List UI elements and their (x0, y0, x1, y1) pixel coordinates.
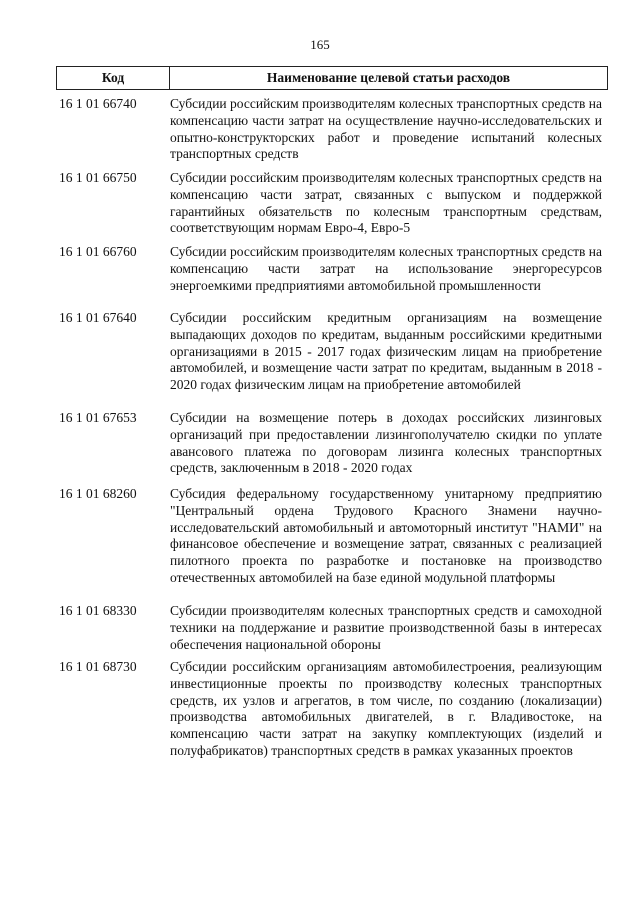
table-row (56, 310, 608, 410)
row-code: 16 1 01 68260 (59, 486, 137, 501)
table-row (56, 96, 608, 170)
table-header (56, 66, 608, 90)
row-code: 16 1 01 66750 (59, 170, 137, 185)
page-number: 165 (310, 37, 330, 52)
table-row (56, 486, 608, 603)
table-row (56, 244, 608, 310)
table-row (56, 410, 608, 486)
table-body (56, 96, 608, 779)
table-row (56, 170, 608, 244)
row-code: 16 1 01 68330 (59, 603, 137, 618)
header-code: Код (57, 67, 170, 89)
row-description: Субсидии на возмещение потерь в доходах российских лизинговых организаций при предоставлении лизингополучателю скидки по уплате авансового платежа по договорам лизинга колесных транспортных средств, заключенным в 2018 - 2020 годах (170, 410, 602, 476)
row-code: 16 1 01 66760 (59, 244, 137, 259)
row-description: Субсидии российским кредитным организациям на возмещение выпадающих доходов по кредитам, выданным российскими кредитными организациями в 2015 - 2017 годах физическим лицам на приобретение автомобилей, и возмещение части затрат по кредитам, выданным в 2018 - 2020 годах физическим лицам на приобретение автомобилей (170, 310, 602, 393)
row-description: Субсидии российским производителям колесных транспортных средств на компенсацию части затрат, связанных с выпуском и поддержкой гарантийных обязательств по колесным транспортным средствам, соответствующим нормам Евро-4, Евро-5 (170, 170, 602, 236)
table-row (56, 659, 608, 779)
row-description: Субсидии российским производителям колесных транспортных средств на компенсацию части затрат на использование энергоресурсов энергоемкими предприятиями автомобильной промышленности (170, 244, 602, 293)
row-description: Субсидии российским производителям колесных транспортных средств на компенсацию части затрат на осуществление научно-исследовательских и опытно-конструкторских работ и проведение испытаний колесных транспортных средств (170, 96, 602, 162)
row-description: Субсидии российским организациям автомобилестроения, реализующим инвестиционные проекты по производству колесных транспортных средств, их узлов и агрегатов, в том числе, по созданию (локализации) производства автомобильных двигателей, в г. Владивостоке, на компенсацию части затрат на закупку комплектующих (изделий и полуфабрикатов) транспортных средств в рамках указанных проектов (170, 659, 602, 758)
row-code: 16 1 01 66740 (59, 96, 137, 111)
table-row (56, 603, 608, 659)
row-description: Субсидия федеральному государственному унитарному предприятию "Центральный ордена Трудового Красного Знамени научно-исследовательский автомобильный и автомоторный институт "НАМИ" на финансовое обеспечение и возмещение затрат, связанных с реализацией пилотного проекта по разработке и постановке на производство отечественных автомобилей на базе единой модульной платформы (170, 486, 602, 585)
row-code: 16 1 01 67653 (59, 410, 137, 425)
row-description: Субсидии производителям колесных транспортных средств и самоходной техники на поддержание и развитие производственной базы в интересах обеспечения национальной обороны (170, 603, 602, 652)
header-name: Наименование целевой статьи расходов (266, 70, 511, 85)
row-code: 16 1 01 68730 (59, 659, 137, 674)
row-code: 16 1 01 67640 (59, 310, 137, 325)
